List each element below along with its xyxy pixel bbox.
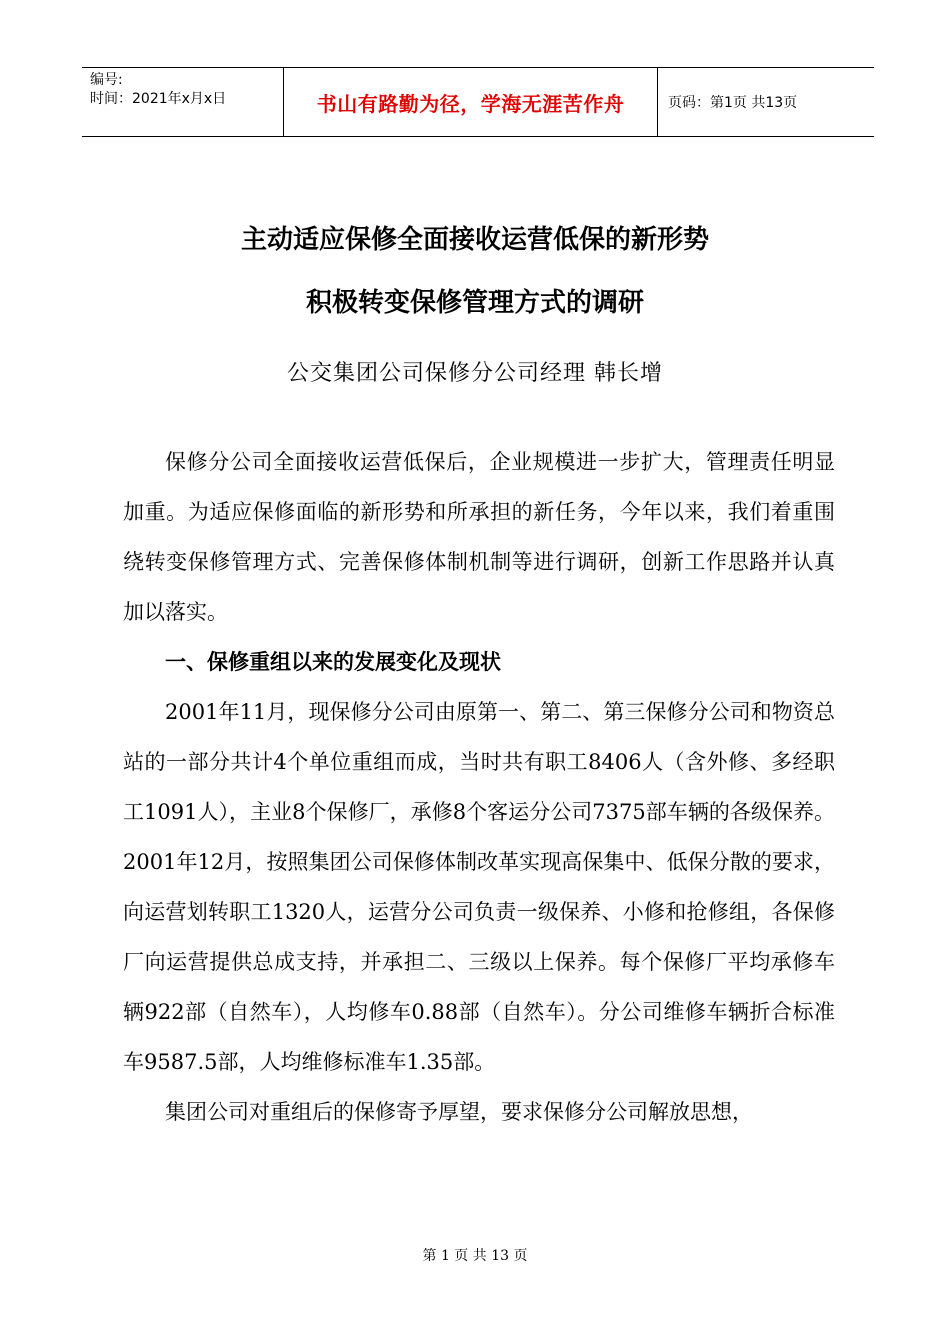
document-title-line1: 主动适应保修全面接收运营低保的新形势: [240, 225, 709, 255]
header-meta-cell: [82, 68, 284, 136]
page-footer: 第 1 页 共 13 页: [422, 1248, 528, 1264]
header-table: [82, 67, 874, 137]
section-heading: 一、保修重组以来的发展变化及现状: [165, 650, 501, 674]
body-paragraph: 2001年11月，现保修分公司由原第一、第二、第三保修分公司和物资总站的一部分共计4个单位重组而成，当时共有职工8406人（含外修、多经职工1091人），主业8个保修厂，承修8个客运分公司7375部车辆的各级保养。2001年12月，按照集团公司保修体制改革实现高保集中、低保分散的要求，向运营划转职工1320人，运营分公司负责一级保养、小修和抢修组，各保修厂向运营提供总成支持，并承担二、三级以上保养。每个保修厂平均承修车辆922部（自然车），人均修车0.88部（自然车）。分公司维修车辆折合标准车9587.5部，人均维修标准车1.35部。: [123, 700, 835, 1074]
body-paragraph: 集团公司对重组后的保修寄予厚望，要求保修分公司解放思想，: [165, 1100, 753, 1124]
document-title-line2: 积极转变保修管理方式的调研: [305, 288, 644, 318]
time-label: 时间：2021年x月x日: [90, 91, 227, 107]
serial-label: 编号:: [90, 72, 123, 88]
document-body: [123, 437, 835, 1137]
header-motto: 书山有路勤为径，学海无涯苦作舟: [284, 68, 658, 136]
intro-paragraph: 保修分公司全面接收运营低保后，企业规模进一步扩大，管理责任明显加重。为适应保修面临的新形势和所承担的新任务，今年以来，我们着重围绕转变保修管理方式、完善保修体制机制等进行调研，创新工作思路并认真加以落实。: [123, 450, 835, 624]
document-author: 公交集团公司保修分公司经理 韩长增: [287, 361, 663, 386]
header-page-info: 页码：第1页 共13页: [668, 95, 798, 111]
